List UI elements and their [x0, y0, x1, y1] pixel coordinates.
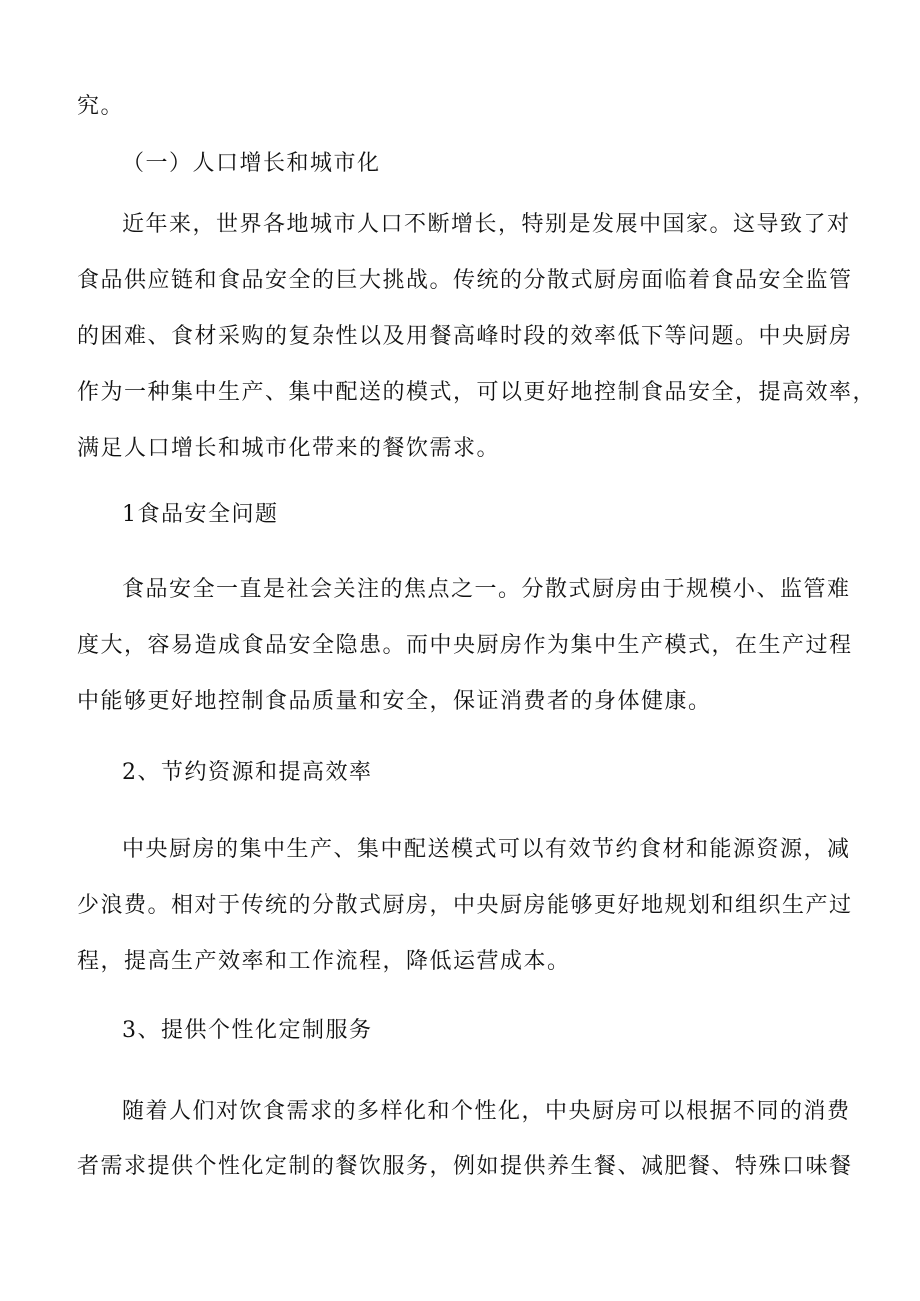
paragraph-population-line: 近年来，世界各地城市人口不断增长，特别是发展中国家。这导致了对	[122, 212, 851, 237]
paragraph-population-line: 的困难、食材采购的复杂性以及用餐高峰时段的效率低下等问题。中央厨房	[77, 324, 853, 349]
section-heading-customization: 3、提供个性化定制服务	[122, 1018, 373, 1043]
paragraph-resources-line: 中央厨房的集中生产、集中配送模式可以有效节约食材和能源资源，减	[122, 837, 851, 862]
paragraph-food-safety-line: 食品安全一直是社会关注的焦点之一。分散式厨房由于规模小、监管难	[122, 577, 851, 602]
paragraph-customization-line: 随着人们对饮食需求的多样化和个性化，中央厨房可以根据不同的消费	[122, 1099, 851, 1124]
paragraph-food-safety-line: 度大，容易造成食品安全隐患。而中央厨房作为集中生产模式，在生产过程	[77, 633, 853, 658]
paragraph-resources-line: 少浪费。相对于传统的分散式厨房，中央厨房能够更好地规划和组织生产过	[77, 893, 853, 918]
section-heading-food-safety: 1食品安全问题	[122, 502, 279, 527]
paragraph-population-line: 作为一种集中生产、集中配送的模式，可以更好地控制食品安全，提高效率，	[77, 380, 877, 405]
paragraph-customization-line: 者需求提供个性化定制的餐饮服务，例如提供养生餐、减肥餐、特殊口味餐	[77, 1154, 853, 1179]
section-heading-population: （一）人口增长和城市化	[122, 151, 381, 176]
paragraph-population-line: 满足人口增长和城市化带来的餐饮需求。	[77, 436, 501, 461]
paragraph-food-safety-line: 中能够更好地控制食品质量和安全，保证消费者的身体健康。	[77, 689, 712, 714]
paragraph-resources-line: 程，提高生产效率和工作流程，降低运营成本。	[77, 949, 571, 974]
section-heading-resources: 2、节约资源和提高效率	[122, 760, 373, 785]
continuation-text: 究。	[77, 94, 125, 119]
paragraph-population-line: 食品供应链和食品安全的巨大挑战。传统的分散式厨房面临着食品安全监管	[77, 268, 853, 293]
